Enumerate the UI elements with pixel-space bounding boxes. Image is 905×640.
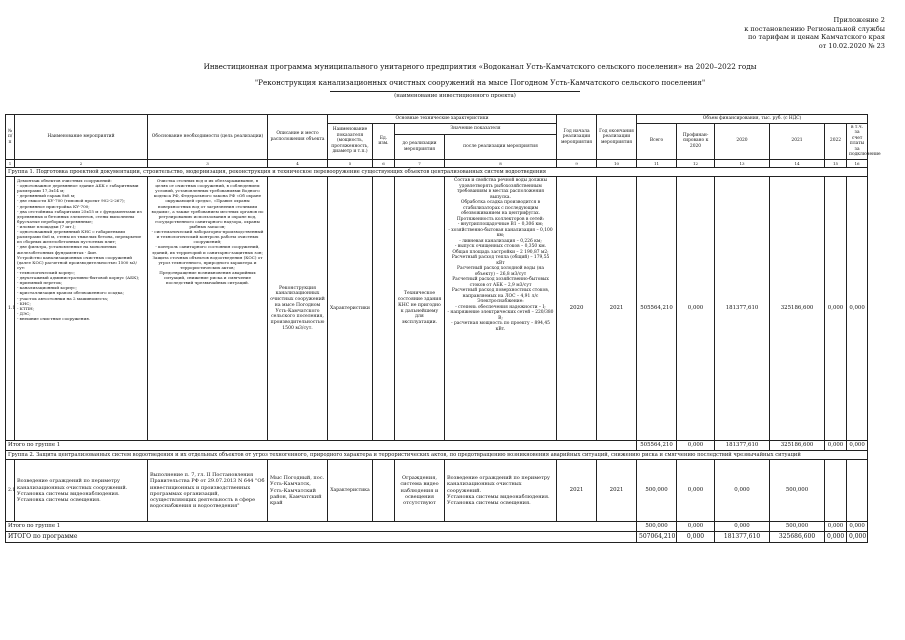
col-number: 12 (677, 159, 715, 167)
group-1-total-prior: 0,000 (677, 441, 715, 451)
annex-line-1: Приложение 2 (833, 16, 885, 24)
value-before: Техническое состояние здания КНС не пригодно к дальнейшему для эксплуатации. (395, 177, 445, 441)
group-2-total-2020: 0,000 (715, 522, 770, 532)
measure-name: Возведение ограждений по периметру канализационных очистных сооружений. Установка системы видеонаблюдения. Установка системы освещения. (15, 460, 148, 522)
object-location: Мыс Погодный, пос. Усть-Камчатск, Усть-Камчатский район, Камчатский край (268, 460, 328, 522)
indicator-name: Характеристики (328, 177, 373, 441)
group-2-total-label: Итого по группе 1 (6, 522, 637, 532)
value-before: Ограждения, система видео наблюдения и освещения отсутствуют (395, 460, 445, 522)
group-2-total-row (6, 522, 868, 532)
start-year: 2020 (557, 177, 597, 441)
group-2-title: Группа 2. Защита централизованных систем водоотведения и их отдельных объектов от угроз техногенного, природного характера и террористических актов, по предотвращению возникновения аварийных ситуаций, снижению риска и смягчению последствий чрезвычайных ситуаций (6, 450, 868, 460)
group-1-title: Группа 1. Подготовка проектной документации, строительство, модернизация, реконструкция и техническое перевооружение существующих объектов централизованных систем водоотведения (6, 167, 868, 177)
financing-2022: 0,000 (825, 177, 847, 441)
object-location: Реконструкция канализационных очистных сооружений на мысе Погодном Усть-Камчатского сельского поселения, производительностью 1500 м3/сут. (268, 177, 328, 441)
header-name: Наименование мероприятий (15, 115, 148, 160)
project-title: "Реконструкция канализационных очистных сооружений на мысе Погодном Усть-Камчатского сельского поселения" (254, 78, 706, 87)
financing-2020: 181377,610 (715, 177, 770, 441)
col-number: 6 (373, 159, 395, 167)
end-year: 2021 (597, 177, 637, 441)
group-2-total-sum: 500,000 (637, 522, 677, 532)
col-number: 5 (328, 159, 373, 167)
grand-total-row (6, 532, 868, 543)
col-number: 16 (847, 159, 868, 167)
end-year: 2021 (597, 460, 637, 522)
col-number: 2 (15, 159, 148, 167)
value-after: Возведение ограждений по периметру канализационных очистных сооружений. Установка системы видеонаблюдения. Установка системы освещения. (445, 460, 557, 522)
financing-2020: 0,000 (715, 460, 770, 522)
header-financing-group: Объем финансирования, тыс. руб. (с НДС) (637, 115, 868, 124)
annex-header (685, 16, 885, 50)
grand-total-2020: 181377,610 (715, 532, 770, 543)
column-number-row (6, 159, 868, 167)
grand-total-sum: 507064,210 (637, 532, 677, 543)
project-title-caption: (наименование инвестиционного проекта) (330, 91, 580, 99)
header-location: Описание и место расположения объекта (268, 115, 328, 160)
group-2-total-incl: 0,000 (847, 522, 868, 532)
header-incl: в т.ч. за счет платы за подключение (847, 123, 868, 159)
indicator-unit (373, 460, 395, 522)
value-after: Состав и свойства речной воды должны удовлетворять рыбохозяйственным требованиям в местах расположения выпуска. Обработка осадка производится в стабилизаторах с последующим обезвоживанием на центрифугах. Протяженность коллекторов в сетей: - внутриплощадочные В1 – 0,306 км; - хозяйственно-бытовая канализация – 0,100 км; - ливневая канализация – 0,226 км; - выпуск очищенных стоков – 0,350 км. Общая площадь застройки – 2 190,87 м2; Расчетный расход тепла (общий) – 179,55 кВт Расчетный расход холодной воды (на объекту) – 26,8 м3/сут Расчетный расход хозяйственно-бытовых стоков от АБК – 2,9 м3/сут Расчетный расход поверхностных стоков, направляемых на ЛОС – 4,91 л/с Электроснабжение: - степень обеспечения надежности – I; - напряжение электрических сетей – 220/380 В; - расчетная мощность по проекту – 894,45 кВт. (445, 177, 557, 441)
group-1-header-row (6, 167, 868, 177)
measure-justification: Выполнение п. 7, гл. II Постановления Правительства РФ от 29.07.2013 N 644 "Об инвестиционных и производственных программах организаций, осуществляющих деятельность в сфере водоснабжения и водоотведения" (148, 460, 268, 522)
header-tech-group: Основные технические характеристики (328, 115, 557, 124)
start-year: 2021 (557, 460, 597, 522)
col-number: 1 (6, 159, 15, 167)
financing-prior: 0,000 (677, 177, 715, 441)
financing-total: 500,000 (637, 460, 677, 522)
group-2-header-row (6, 450, 868, 460)
col-number: 9 (557, 159, 597, 167)
header-year-2022: 2022 (825, 123, 847, 159)
col-number: 8 (445, 159, 557, 167)
header-end-year: Год окончания реализации мероприятия (597, 115, 637, 160)
financing-prior: 0,000 (677, 460, 715, 522)
indicator-unit (373, 177, 395, 441)
header-year-2021: 2021 (770, 123, 825, 159)
header-after: после реализации мероприятия (445, 135, 557, 159)
grand-total-2021: 325686,600 (770, 532, 825, 543)
document-title: Инвестиционная программа муниципального унитарного предприятия «Водоканал Усть-Камчатского сельского поселения» на 2020–2022 годы (203, 62, 757, 71)
financing-2022 (825, 460, 847, 522)
col-number: 15 (825, 159, 847, 167)
group-2-total-2021: 500,000 (770, 522, 825, 532)
financing-incl (847, 460, 868, 522)
header-justification: Обоснование необходимости (цель реализации) (148, 115, 268, 160)
header-start-year: Год начала реализации мероприятия (557, 115, 597, 160)
financing-2021: 500,000 (770, 460, 825, 522)
financing-incl: 0,000 (847, 177, 868, 441)
header-total: Всего (637, 123, 677, 159)
header-before: до реализации мероприятия (395, 135, 445, 159)
group-1-total-2022: 0,000 (825, 441, 847, 451)
group-2-total-prior: 0,000 (677, 522, 715, 532)
group-1-total-sum: 505564,210 (637, 441, 677, 451)
header-year-2020: 2020 (715, 123, 770, 159)
group-1-total-label: Итого по группе 1 (6, 441, 637, 451)
measure-justification: Очистка сточных вод и их обеззараживание, в целях от очистных сооружений, в соблюдением условий, установленных требованиями Водного кодекса РФ, Федерального закона РФ «Об охране окружающей среды», «Правил охраны поверхностных вод от загрязнения сточными водами», а также требованием местных органов по регулированию использования и охране вод, государственного санитарного надзора, охраны рыбных запасов; - систематический лабораторно-производственный и технологический контроль работы очистных сооружений; - контроль санитарного состояния сооружений, зданий, их территорий и санитарно-защитных зон; Защита сточных объектов водоотведения (КОС) от угроз техногенного, природного характера и террористических актов; Предотвращение возникновения аварийных ситуаций, снижение риска и смягчение последствий чрезвычайных ситуаций. (148, 177, 268, 441)
annex-line-2: к постановлению Региональной службы (744, 24, 885, 33)
grand-total-prior: 0,000 (677, 532, 715, 543)
annex-line-4: от 10.02.2020 № 23 (818, 41, 885, 50)
group-1-total-row (6, 441, 868, 451)
group-1-total-2020: 181377,610 (715, 441, 770, 451)
header-num: № п/п (6, 115, 15, 160)
col-number: 7 (395, 159, 445, 167)
measure-name: Демонтаж объектов очистных сооружений: - однотонажное деревянное здание АБК с габаритными размерами 17,3х14 м; - деревянный гараж 8х8 м; - две емкости КУ-700 (типовой проект 902-2-267); - деревянное пристройка КУ-700; - два отстойника габаритами 25х15 м с фундаментами из деревянных и бетонных элементов, стены выполнены брусчатые переборки деревянные; - иловые площадки (7 шт.); - однотонажный деревянный КНС с габаритными размерами 6х6 м, стены из тяжелых бетона, перекрытие из сборных железобетонных пустотных плит; - две фильтра, установленные на монолитных железобетонных фундаментах - 4шт. Устройство канализационных очистных сооружений (далее КОС) расчетной производительностью 1500 м3/сут: - технологический корпус; - двухэтажный административно-бытовой корпус (АБК); - приемный переток; - канализационный корпус; - кристаллизация храпом обезвоженного осадка; - участок автостоянки на 2 машиноместа; - КНС; - КТПН; - ДЭС; - внешние очистные сооружения. (15, 177, 148, 441)
header-indicator: Наименование показателя (мощность, протяженность, диаметр и т.п.) (328, 123, 373, 159)
col-number: 3 (148, 159, 268, 167)
grand-total-incl: 0,000 (847, 532, 868, 543)
financing-2021: 325186,600 (770, 177, 825, 441)
header-value-group: Значение показателя (395, 123, 557, 135)
col-number: 11 (637, 159, 677, 167)
col-number: 4 (268, 159, 328, 167)
header-unit: Ед. изм. (373, 123, 395, 159)
investment-table (5, 114, 881, 543)
col-number: 10 (597, 159, 637, 167)
group-2-total-2022: 0,000 (825, 522, 847, 532)
indicator-name: Характеристика (328, 460, 373, 522)
table-row (6, 460, 868, 522)
header-prior: Профинан-сировано к 2020 (677, 123, 715, 159)
col-number: 13 (715, 159, 770, 167)
grand-total-label: ИТОГО по программе (6, 532, 637, 543)
group-1-total-2021: 325186,600 (770, 441, 825, 451)
row-number: 2.1 (6, 460, 15, 522)
group-1-total-incl: 0,000 (847, 441, 868, 451)
annex-line-3: по тарифам и ценам Камчатского края (748, 33, 885, 42)
financing-total: 505564,210 (637, 177, 677, 441)
row-number: 1.1 (6, 177, 15, 441)
grand-total-2022: 0,000 (825, 532, 847, 543)
col-number: 14 (770, 159, 825, 167)
table-row (6, 177, 868, 441)
